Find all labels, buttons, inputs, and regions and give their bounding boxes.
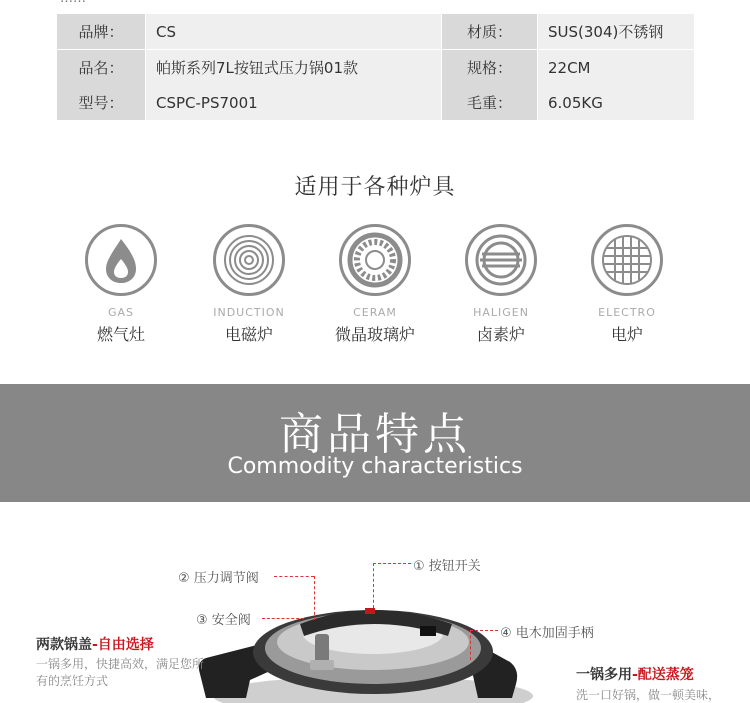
stove-cn-label: 电磁炉: [224, 325, 273, 344]
stove-gas: [61, 224, 181, 345]
lid-feature-title-accent: -自由选择: [92, 637, 154, 653]
stove-cn-label: 卤素炉: [476, 325, 525, 344]
spec-label: 品牌：: [57, 14, 145, 49]
lid-feature-title: [36, 634, 154, 654]
feature-bakelite-handle: ④ 电木加固手柄: [500, 626, 594, 641]
callout-line: [314, 576, 315, 620]
spec-value: 22CM: [537, 50, 694, 85]
steamer-feature-title: [576, 664, 694, 684]
spec-value: CS: [145, 14, 441, 49]
stoves-title: 适用于各种炉具: [294, 175, 456, 200]
spec-value: 6.05KG: [537, 85, 694, 120]
spec-label: 材质：: [441, 14, 537, 49]
ceramic-icon: [339, 224, 411, 296]
spec-label: 品名：: [57, 50, 145, 85]
halogen-icon: [465, 224, 537, 296]
spec-table: [57, 14, 694, 120]
electric-plate-icon: [591, 224, 663, 296]
spec-row: [57, 14, 694, 49]
stove-en-label: ELECTRO: [598, 306, 656, 319]
spec-label: 型号：: [57, 85, 145, 120]
stove-ceram: [315, 224, 435, 345]
stove-en-label: CERAM: [353, 306, 397, 319]
spec-value: CSPC-PS7001: [145, 85, 441, 120]
coil-icon: [213, 224, 285, 296]
spec-value: 帕斯系列7L按钮式压力锅01款: [145, 50, 441, 85]
flame-icon: [85, 224, 157, 296]
callout-line: [373, 563, 374, 608]
steamer-feature-desc: 洗一口好锅，做一顿美味，: [576, 688, 721, 702]
spec-value: SUS(304)不锈钢: [537, 14, 694, 49]
callout-line: [470, 630, 498, 631]
stove-en-label: INDUCTION: [213, 306, 285, 319]
top-cutoff-text: [0, 0, 750, 8]
steamer-feature-title-main: 一锅多用: [576, 667, 632, 683]
callout-line: [373, 563, 411, 564]
spec-label: 毛重：: [441, 85, 537, 120]
stove-cn-label: 微晶玻璃炉: [334, 325, 415, 344]
callout-line: [470, 630, 471, 660]
steamer-feature-title-accent: -配送蒸笼: [632, 667, 694, 683]
stove-cn-label: 电炉: [610, 325, 643, 344]
section-banner: [0, 384, 750, 502]
stove-electro: [567, 224, 687, 345]
stove-en-label: HALIGEN: [473, 306, 529, 319]
spec-row: [57, 50, 694, 85]
stove-induction: [189, 224, 309, 345]
lid-feature-title-main: 两款锅盖: [36, 637, 92, 653]
stove-en-label: GAS: [107, 306, 135, 319]
banner-subtitle: Commodity characteristics: [227, 454, 523, 479]
banner-title: 商品特点: [279, 409, 471, 460]
lid-feature-desc: 一锅多用，快捷高效，满足您所有的烹饪方式: [36, 657, 205, 688]
spec-row: [57, 85, 694, 120]
stove-halogen: [441, 224, 561, 345]
feature-button-switch: ① 按钮开关: [413, 559, 481, 574]
spec-label: 规格：: [441, 50, 537, 85]
feature-pressure-valve: ② 压力调节阀: [178, 571, 259, 586]
stove-cn-label: 燃气灶: [96, 325, 145, 344]
callout-line: [262, 618, 304, 619]
callout-line: [274, 576, 314, 577]
feature-safety-valve: ③ 安全阀: [196, 613, 251, 628]
